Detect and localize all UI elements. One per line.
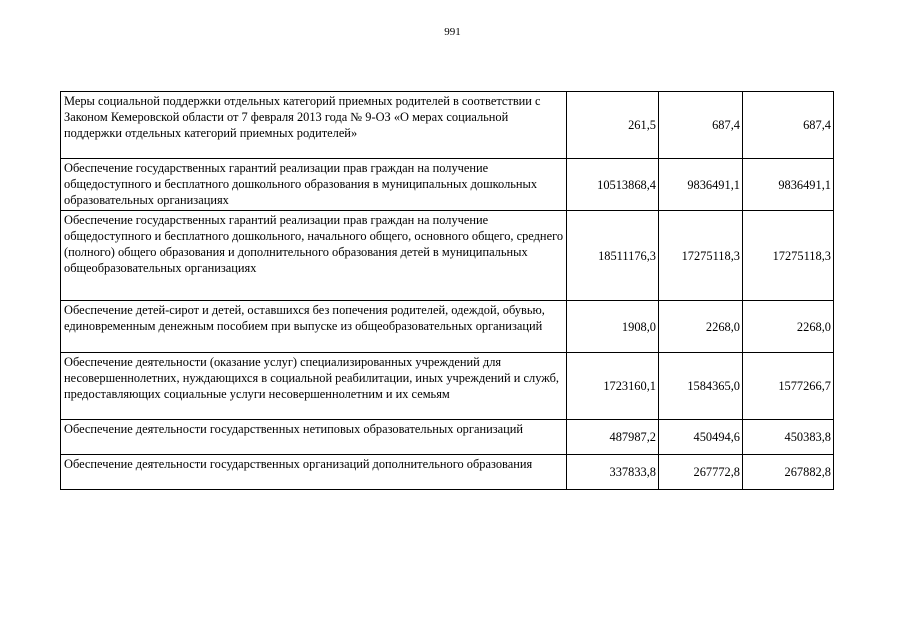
row-value-1: 18511176,3 <box>567 211 659 301</box>
row-value-3: 1577266,7 <box>743 353 834 420</box>
row-value-3: 17275118,3 <box>743 211 834 301</box>
row-value-2: 9836491,1 <box>659 159 743 211</box>
table-row <box>61 92 834 159</box>
row-description: Обеспечение детей-сирот и детей, оставшихся без попечения родителей, одеждой, обувью, единовременным денежным пособием при выпуске из общеобразовательных организаций <box>61 301 567 353</box>
row-value-1: 10513868,4 <box>567 159 659 211</box>
row-value-1: 1908,0 <box>567 301 659 353</box>
row-description: Обеспечение государственных гарантий реализации прав граждан на получение общедоступного и бесплатного дошкольного, начального общего, основного общего, среднего (полного) общего образования и дополнительного образования детей в муниципальных общеобразовательных организациях <box>61 211 567 301</box>
table-row <box>61 159 834 211</box>
row-value-1: 487987,2 <box>567 420 659 455</box>
row-value-2: 687,4 <box>659 92 743 159</box>
row-value-3: 450383,8 <box>743 420 834 455</box>
table-row <box>61 353 834 420</box>
row-description: Обеспечение государственных гарантий реализации прав граждан на получение общедоступного и бесплатного дошкольного образования в муниципальных дошкольных образовательных организациях <box>61 159 567 211</box>
row-description: Меры социальной поддержки отдельных категорий приемных родителей в соответствии с Законом Кемеровской области от 7 февраля 2013 года № 9-ОЗ «О мерах социальной поддержки отдельных категорий приемных родителей» <box>61 92 567 159</box>
row-value-1: 261,5 <box>567 92 659 159</box>
row-value-1: 337833,8 <box>567 455 659 490</box>
table-row <box>61 301 834 353</box>
page-number: 991 <box>444 26 461 38</box>
row-value-3: 267882,8 <box>743 455 834 490</box>
table-row <box>61 455 834 490</box>
row-description: Обеспечение деятельности (оказание услуг) специализированных учреждений для несовершеннолетних, нуждающихся в социальной реабилитации, иных учреждений и служб, предоставляющих социальные услуги несовершеннолетним и их семьям <box>61 353 567 420</box>
row-value-2: 267772,8 <box>659 455 743 490</box>
row-value-2: 2268,0 <box>659 301 743 353</box>
row-value-3: 9836491,1 <box>743 159 834 211</box>
table-row <box>61 211 834 301</box>
row-description: Обеспечение деятельности государственных организаций дополнительного образования <box>61 455 567 490</box>
row-description: Обеспечение деятельности государственных нетиповых образовательных организаций <box>61 420 567 455</box>
budget-table <box>60 91 834 490</box>
row-value-2: 17275118,3 <box>659 211 743 301</box>
row-value-2: 1584365,0 <box>659 353 743 420</box>
row-value-3: 687,4 <box>743 92 834 159</box>
table-row <box>61 420 834 455</box>
row-value-2: 450494,6 <box>659 420 743 455</box>
row-value-1: 1723160,1 <box>567 353 659 420</box>
row-value-3: 2268,0 <box>743 301 834 353</box>
